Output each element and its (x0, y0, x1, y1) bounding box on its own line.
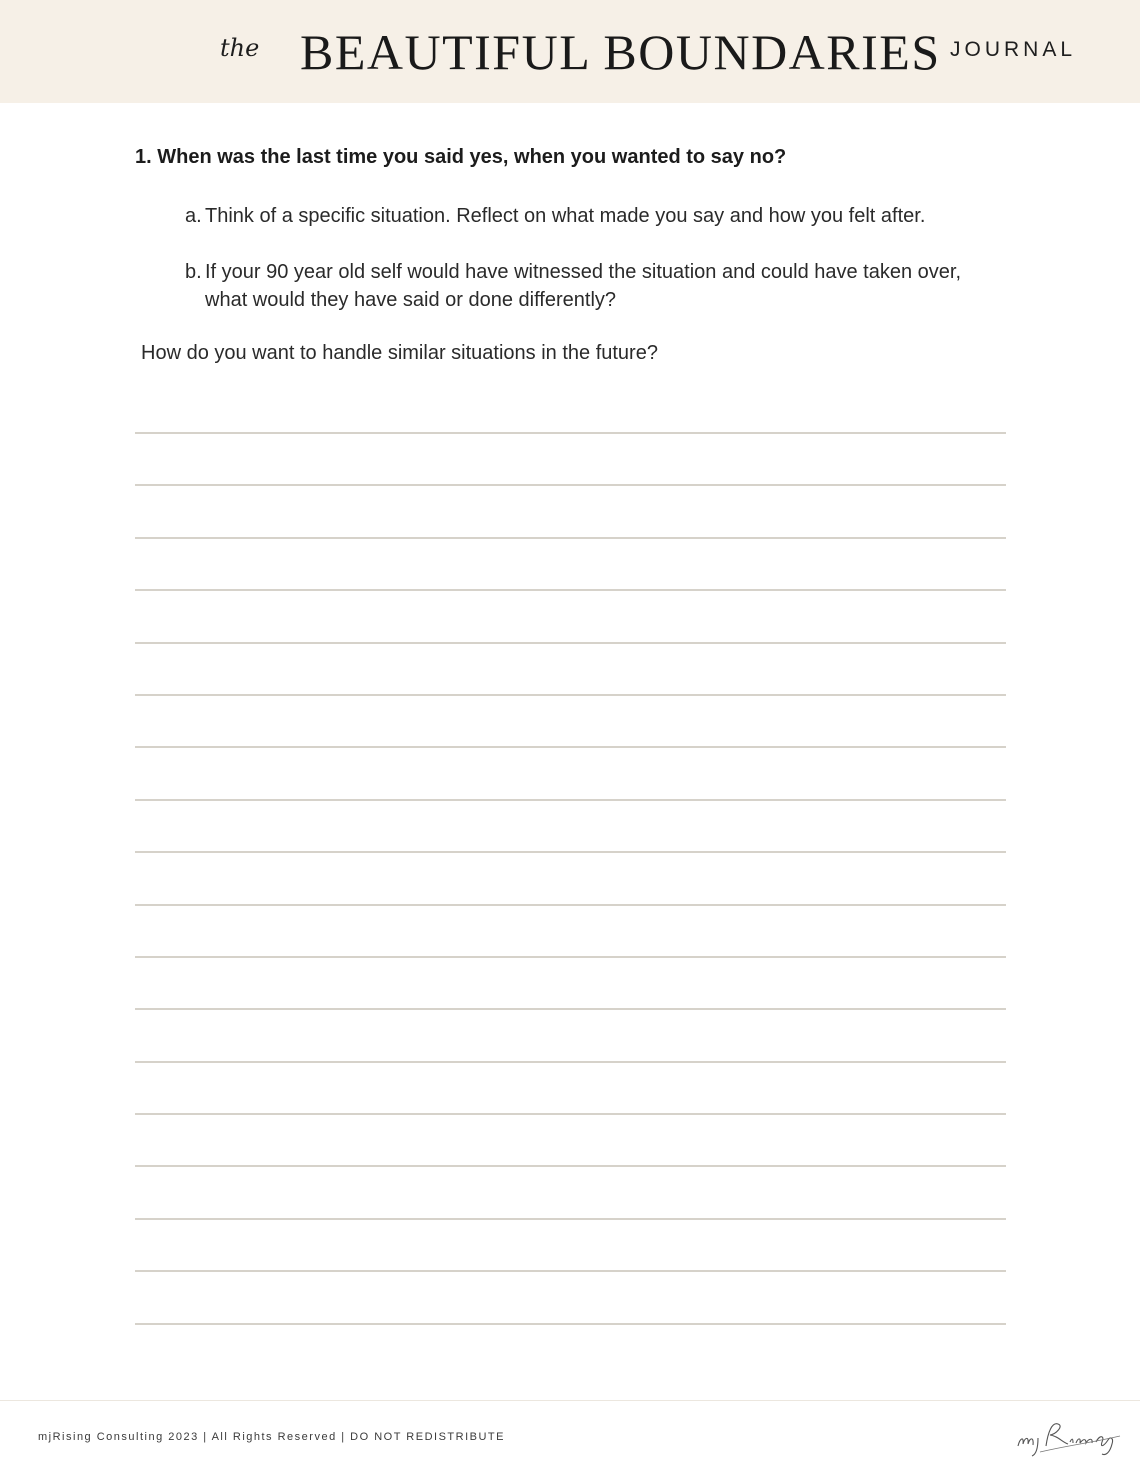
writing-line (135, 484, 1006, 486)
writing-line (135, 851, 1006, 853)
footer-divider (0, 1400, 1140, 1401)
question-heading: 1. When was the last time you said yes, when you wanted to say no? (135, 146, 787, 168)
signature-logo (1010, 1412, 1125, 1458)
writing-line (135, 1218, 1006, 1220)
writing-line (135, 1008, 1006, 1010)
header-suffix: JOURNAL (950, 38, 1077, 61)
sub-item-marker: a. (185, 205, 202, 227)
sub-item-text: Think of a specific situation. Reflect on what made you say and how you felt after. (205, 205, 926, 227)
sub-item-a (185, 202, 1005, 230)
writing-line (135, 904, 1006, 906)
reflection-prompt: How do you want to handle similar situations in the future? (141, 342, 658, 364)
header-band (0, 0, 1140, 103)
writing-line (135, 1061, 1006, 1063)
sub-item-b (185, 258, 1005, 314)
writing-line (135, 1270, 1006, 1272)
writing-line (135, 642, 1006, 644)
writing-line (135, 1113, 1006, 1115)
writing-line (135, 746, 1006, 748)
writing-line (135, 694, 1006, 696)
writing-line (135, 537, 1006, 539)
writing-line (135, 956, 1006, 958)
journal-title: BEAUTIFUL BOUNDARIES (300, 24, 941, 80)
header-prefix: the (220, 34, 260, 62)
footer-copyright: mjRising Consulting 2023 | All Rights Reserved | DO NOT REDISTRIBUTE (38, 1431, 505, 1443)
writing-line (135, 1323, 1006, 1325)
writing-lines-area[interactable] (135, 432, 1006, 1375)
sub-item-text: If your 90 year old self would have witnessed the situation and could have taken over, what would they have said or done differently? (205, 261, 962, 311)
writing-line (135, 589, 1006, 591)
writing-line (135, 799, 1006, 801)
writing-line (135, 1165, 1006, 1167)
sub-item-marker: b. (185, 261, 202, 283)
writing-line (135, 432, 1006, 434)
